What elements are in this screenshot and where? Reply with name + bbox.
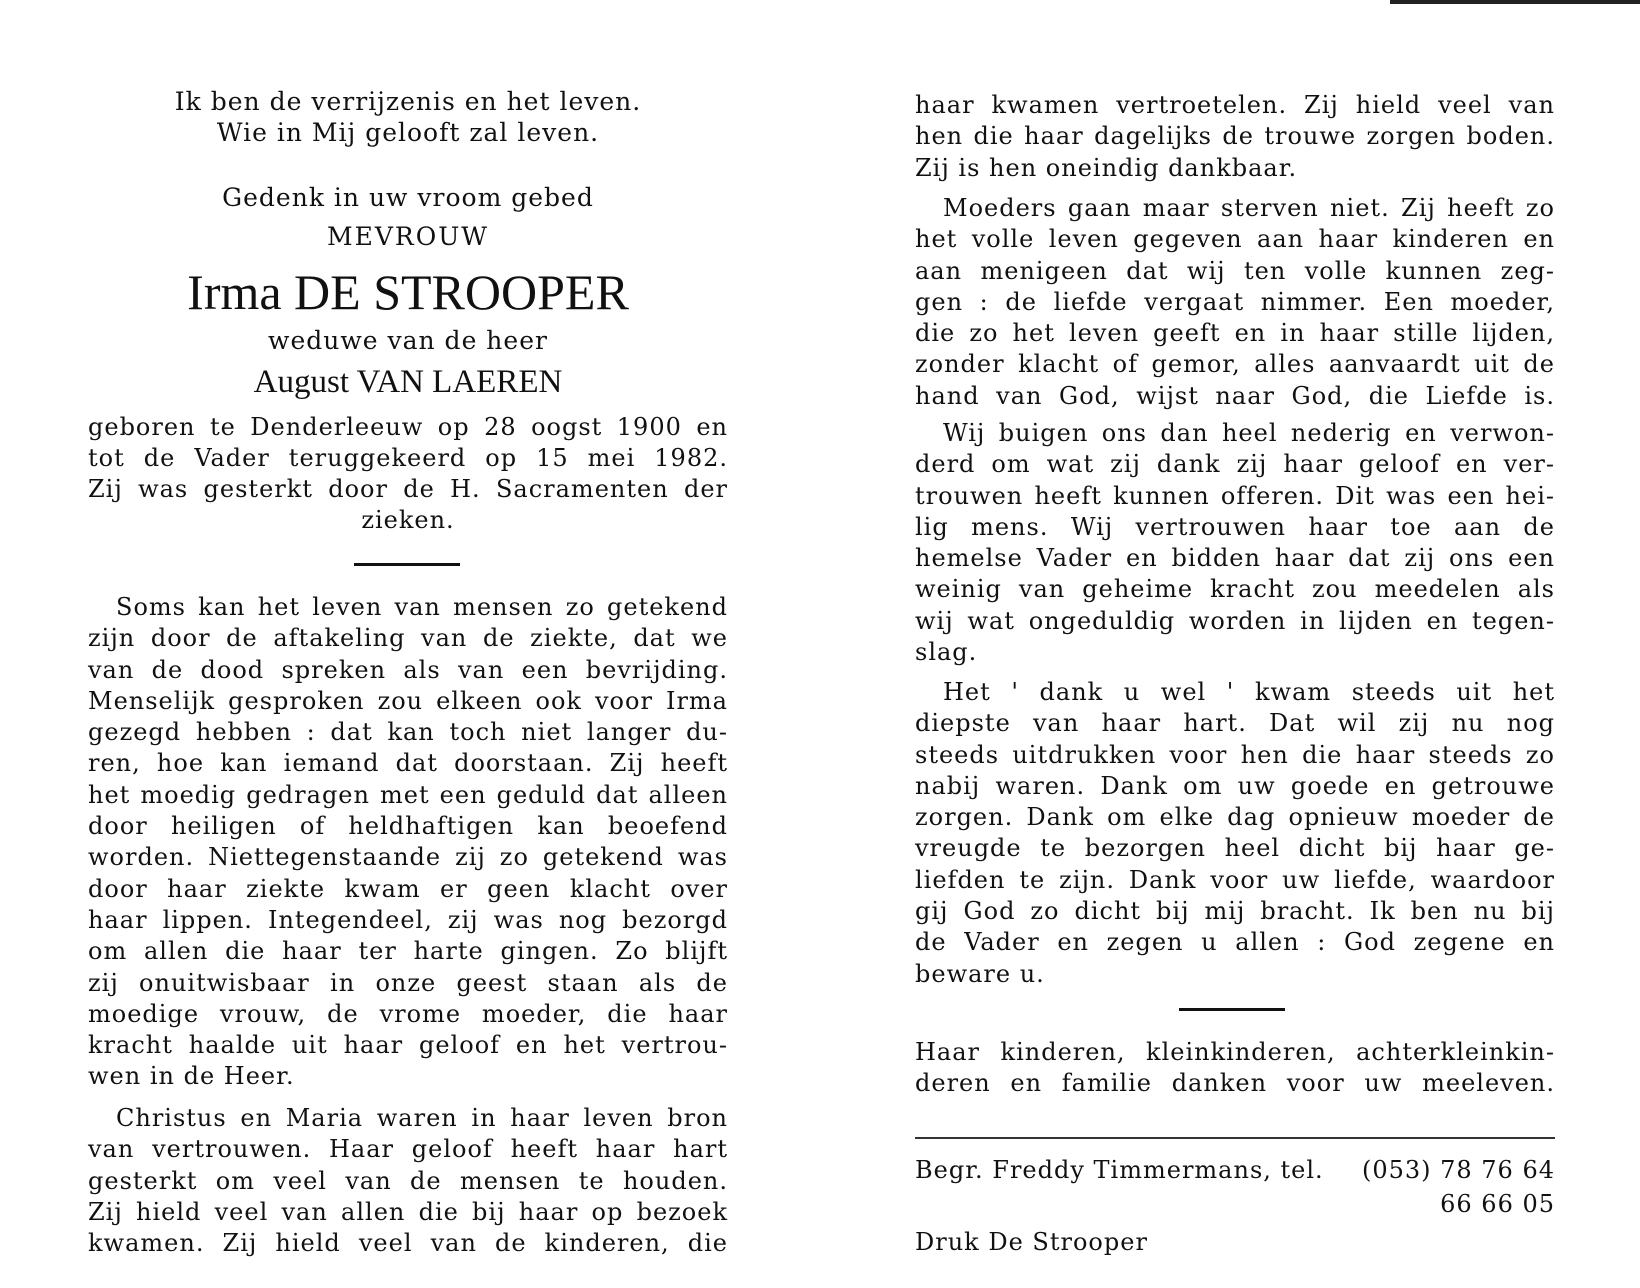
text-line: diepste van haar hart. Dat wil zij nu nog bbox=[915, 709, 1555, 738]
footer-rule bbox=[915, 1137, 1555, 1139]
text-line: die zo het leven geeft en in haar stille lijden, bbox=[915, 319, 1555, 348]
text-line: zij onuitwisbaar in onze geest staan als de bbox=[88, 968, 728, 997]
right-paragraph-3 bbox=[915, 418, 1555, 668]
text-line: gen : de liefde vergaat nimmer. Een moeder, bbox=[915, 287, 1555, 316]
text-line: liefden te zijn. Dank voor uw liefde, waardoor bbox=[915, 865, 1555, 894]
info-line: zieken. bbox=[361, 506, 455, 534]
text-line: gij God zo dicht bij mij bracht. Ik ben nu bij bbox=[915, 897, 1555, 926]
widow-line: weduwe van de heer bbox=[268, 326, 548, 355]
text-line: hen die haar dagelijks de trouwe zorgen boden. bbox=[915, 122, 1555, 151]
text-line: Het ' dank u wel ' kwam steeds uit het bbox=[943, 678, 1555, 706]
gedenk-line: Gedenk in uw vroom gebed bbox=[222, 183, 594, 212]
text-line: de Vader en zegen u allen : God zegene en bbox=[915, 928, 1555, 957]
divider bbox=[354, 563, 460, 566]
text-line: door haar ziekte kwam er geen klacht over bbox=[88, 874, 728, 903]
text-line: Haar kinderen, kleinkinderen, achterkleinkin- bbox=[915, 1038, 1555, 1066]
text-line: van de dood spreken als van een bevrijding. bbox=[88, 655, 728, 684]
text-line: van vertrouwen. Haar geloof heeft haar hart bbox=[88, 1135, 728, 1164]
text-line: moedige vrouw, de vrome moeder, die haar bbox=[88, 999, 728, 1028]
left-paragraph-1 bbox=[88, 592, 728, 1093]
text-line: hemelse Vader en bidden haar dat zij ons een bbox=[915, 544, 1555, 573]
text-line: Moeders gaan maar sterven niet. Zij heeft zo bbox=[943, 194, 1555, 222]
text-line: wij wat ongeduldig worden in lijden en tegen- bbox=[915, 606, 1555, 635]
info-line: geboren te Denderleeuw op 28 oogst 1900 en bbox=[88, 413, 728, 441]
text-line: Menselijk gesproken zou elkeen ook voor Irma bbox=[88, 686, 728, 715]
text-line: lig mens. Wij vertrouwen haar toe aan de bbox=[915, 512, 1555, 541]
text-line: haar kwamen vertroetelen. Zij hield veel van bbox=[915, 91, 1555, 119]
husband-name: August VAN LAEREN bbox=[253, 364, 563, 400]
text-line: Zij is hen oneindig dankbaar. bbox=[915, 153, 1298, 182]
text-line: het moedig gedragen met een geduld dat alleen bbox=[88, 780, 728, 809]
text-line: aan menigeen dat wij ten volle kunnen zeg- bbox=[915, 256, 1555, 285]
phone-number-2: 66 66 05 bbox=[1440, 1190, 1555, 1218]
text-line: Christus en Maria waren in haar leven bron bbox=[116, 1104, 728, 1132]
text-line: beware u. bbox=[915, 959, 1045, 988]
text-line: het volle leven gegeven aan haar kinderen en bbox=[915, 225, 1555, 254]
right-page bbox=[915, 0, 1555, 1288]
verse-line: Ik ben de verrijzenis en het leven. bbox=[174, 87, 642, 116]
title-mevrouw: MEVROUW bbox=[327, 222, 489, 251]
text-line: Soms kan het leven van mensen zo getekend bbox=[116, 593, 728, 621]
text-line: vreugde te bezorgen heel dicht bij haar ge- bbox=[915, 834, 1555, 863]
text-line: zijn door de aftakeling van de ziekte, dat we bbox=[88, 624, 728, 653]
text-line: kracht haalde uit haar geloof en het vertrou- bbox=[88, 1031, 728, 1060]
right-paragraph-2 bbox=[915, 193, 1555, 412]
text-line: Wij buigen ons dan heel nederig en verwon- bbox=[943, 419, 1555, 447]
text-line: trouwen heeft kunnen offeren. Dit was een hei- bbox=[915, 481, 1555, 510]
bible-verse bbox=[88, 86, 728, 148]
text-line: deren en familie danken voor uw meeleven. bbox=[915, 1069, 1555, 1098]
info-line: Zij was gesterkt door de H. Sacramenten der bbox=[88, 475, 728, 503]
undertaker-info bbox=[915, 1153, 1555, 1221]
undertaker-name: Begr. Freddy Timmermans, tel. bbox=[915, 1156, 1324, 1184]
text-line: kwamen. Zij hield veel van de kinderen, die bbox=[88, 1229, 728, 1258]
right-paragraph-1 bbox=[915, 90, 1555, 184]
left-paragraph-2 bbox=[88, 1103, 728, 1259]
text-line: zorgen. Dank om elke dag opnieuw moeder de bbox=[915, 803, 1555, 832]
text-line: zonder klacht of gemor, alles aanvaardt uit de bbox=[915, 350, 1555, 379]
text-line: hand van God, wijst naar God, die Liefde is. bbox=[915, 381, 1555, 410]
divider bbox=[1179, 1008, 1285, 1011]
text-line: gesterkt om veel van de mensen te houden. bbox=[88, 1166, 728, 1195]
deceased-name: Irma DE STROOPER bbox=[187, 264, 629, 320]
text-line: weinig van geheime kracht zou meedelen als bbox=[915, 575, 1555, 604]
text-line: haar lippen. Integendeel, zij was nog bezorgd bbox=[88, 905, 728, 934]
printer-credit: Druk De Strooper bbox=[915, 1228, 1148, 1256]
right-paragraph-4 bbox=[915, 677, 1555, 990]
text-line: Zij hield veel van allen die bij haar op bezoek bbox=[88, 1197, 728, 1226]
left-page bbox=[88, 0, 728, 1288]
text-line: door heiligen of heldhaftigen kan beoefend bbox=[88, 812, 728, 841]
info-line: tot de Vader teruggekeerd op 15 mei 1982. bbox=[88, 444, 728, 472]
phone-number: (053) 78 76 64 bbox=[1361, 1156, 1555, 1184]
text-line: nabij waren. Dank om uw goede en getrouwe bbox=[915, 771, 1555, 800]
text-line: gezegd hebben : dat kan toch niet langer du- bbox=[88, 718, 728, 747]
text-line: derd om wat zij dank zij haar geloof en ver- bbox=[915, 450, 1555, 479]
text-line: wen in de Heer. bbox=[88, 1062, 295, 1091]
text-line: om allen die haar ter harte gingen. Zo blijft bbox=[88, 937, 728, 966]
text-line: slag. bbox=[915, 638, 978, 667]
text-line: ren, hoe kan iemand dat doorstaan. Zij heeft bbox=[88, 749, 728, 778]
birth-death-info bbox=[88, 412, 728, 536]
text-line: worden. Niettegenstaande zij zo getekend was bbox=[88, 843, 728, 872]
right-paragraph-5 bbox=[915, 1037, 1555, 1100]
verse-line: Wie in Mij gelooft zal leven. bbox=[216, 118, 600, 147]
text-line: steeds uitdrukken voor hen die haar steeds zo bbox=[915, 740, 1555, 769]
